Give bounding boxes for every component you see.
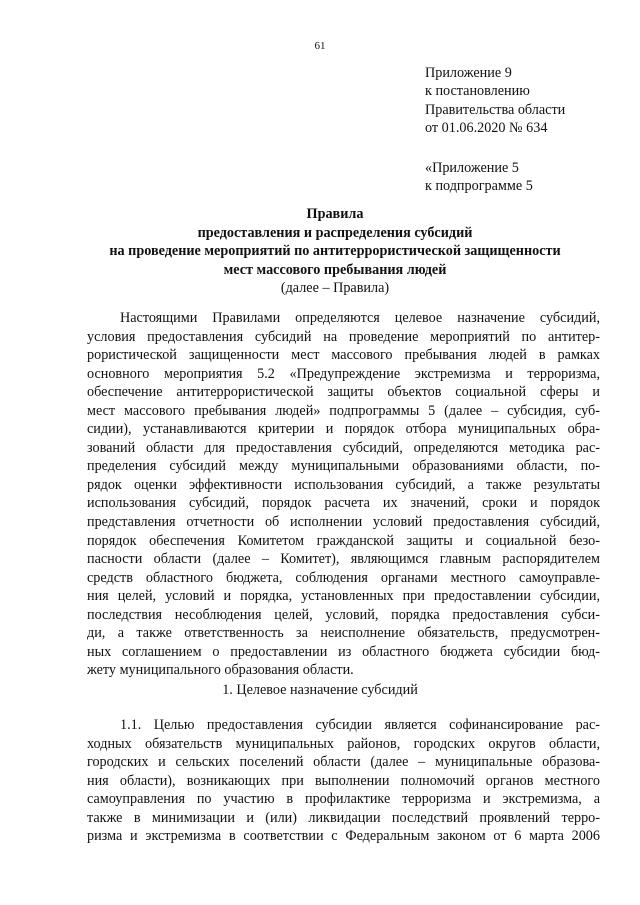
text-line: самоуправления по участию в профилактике терроризма и экстремизма, а [87,791,600,808]
text-line: также в минимизации и (или) ликвидации последствий проявлений терро- [87,809,600,826]
text-line: ния целей, условий и порядка, установленных при предоставлении субсидии, [87,588,600,605]
paragraph-1-1 [87,716,600,846]
title-line: на проведение мероприятий по антитеррористической защищенности [109,243,561,260]
intro-paragraph [87,309,600,680]
text-line: пределения субсидий между муниципальными образованиями области, по- [87,458,600,475]
text-line: ных соглашением о предоставлении из областного бюджета субсидии бюд- [87,643,600,660]
text-line: городских и сельских поселений области (далее – муниципальные образова- [87,754,600,771]
title-line: мест массового пребывания людей [223,261,447,278]
text-line: представления отчетности об исполнении условий предоставления субсидий, [87,514,600,531]
sub-appendix-line: к подпрограмме 5 [425,178,533,195]
title-line: предоставления и распределения субсидий [197,224,473,241]
title-line: Правила [306,206,364,222]
appendix-line: к постановлению [425,83,530,100]
title-note: (далее – Правила) [280,280,390,297]
text-line: ходных обязательств муниципальных районов, городских округов области, [87,735,600,752]
page-number: 61 [314,40,326,52]
sub-appendix-reference [425,159,565,196]
text-line: средств областного бюджета, соблюдения органами местного самоуправле- [87,569,600,586]
text-line: сидии), устанавливаются критерии и порядок отбора муниципальных обра- [87,421,600,438]
text-line: 1.1. Целью предоставления субсидии является софинансирование рас- [120,717,600,733]
text-line: мест массового пребывания людей» подпрограммы 5 (далее – субсидия, суб- [87,402,600,419]
text-line: порядок обеспечения Комитетом гражданской защиты и социальной безо- [87,532,600,549]
text-line: использования субсидий, порядок расчета их значений, сроки и порядок [87,495,600,512]
document-title [70,205,600,298]
text-line: обеспечение антитеррористической защиты объектов социальной сферы и [87,384,600,401]
text-line: основного мероприятия 5.2 «Предупреждение экстремизма и терроризма, [87,365,600,382]
text-line: условия предоставления субсидий на проведение мероприятий по антитер- [87,328,600,345]
sub-appendix-line: «Приложение 5 [425,159,519,176]
appendix-line: Правительства области [425,101,566,118]
text-line: ния области), возникающих при выполнении полномочий органов местного [87,772,600,789]
section-heading: 1. Целевое назначение субсидий [222,682,418,698]
text-line: рористической защищенности мест массового пребывания людей в рамках [87,347,600,364]
text-line: Настоящими Правилами определяются целевое назначение субсидий, [120,310,600,326]
appendix-line: от 01.06.2020 № 634 [425,120,548,137]
text-line: зований области для предоставления субсидий, определяются методика рас- [87,439,600,456]
appendix-reference [425,64,565,195]
text-line: последствия несоблюдения целей, условий, порядка предоставления субси- [87,606,600,623]
appendix-line: Приложение 9 [425,65,512,81]
text-line: рядок оценки эффективности использования субсидий, а также результаты [87,476,600,493]
text-line: ди, а также ответственность за неисполнение обязательств, предусмотрен- [87,625,600,642]
text-line: пасности области (далее – Комитет), являющимся главным распорядителем [87,551,600,568]
text-line: жету муниципального образования области. [87,662,354,679]
text-line: ризма и экстремизма в соответствии с Федеральным законом от 6 марта 2006 [87,828,600,845]
